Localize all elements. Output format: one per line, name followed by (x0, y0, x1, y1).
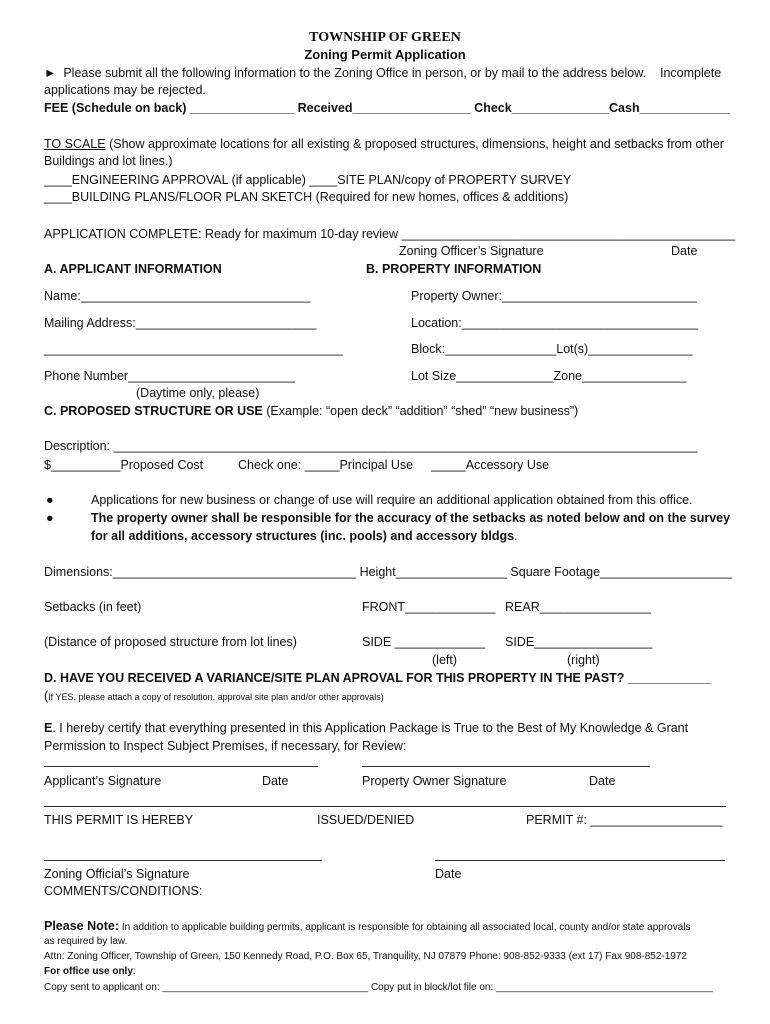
please-note-label: Please Note (44, 919, 115, 933)
intro-line-2: applications may be rejected. (44, 83, 206, 97)
description-field[interactable]: Description: ____________________________________________________________________________________ (44, 439, 698, 453)
intro-line-1: ► Please submit all the following information to the Zoning Office in person, or by mail to the address below. (44, 66, 647, 80)
to-scale-line-1: TO SCALE (Show approximate locations for all existing & proposed structures, dimensions, height and setbacks from other (44, 137, 724, 151)
daytime-note: (Daytime only, please) (136, 386, 260, 400)
owner-date-label: Date (589, 774, 616, 788)
setbacks-label: Setbacks (in feet) (44, 600, 142, 614)
applicant-name-field[interactable]: Name:_________________________________ (44, 289, 311, 303)
official-signature-line[interactable] (44, 860, 322, 861)
side-left-setback-field[interactable]: SIDE _____________ (362, 635, 486, 649)
official-signature-label: Zoning Official’s Signature (44, 867, 190, 881)
principal-use-field[interactable]: Check one: _____Principal Use (238, 458, 414, 472)
building-plans-line[interactable]: ____BUILDING PLANS/FLOOR PLAN SKETCH (Required for new homes, offices & additions) (44, 190, 569, 204)
location-field[interactable]: Location:__________________________________ (411, 316, 699, 330)
owner-signature-line[interactable] (362, 766, 650, 767)
right-label: (right) (567, 653, 600, 667)
lot-size-zone-field[interactable]: Lot Size______________Zone_______________ (411, 369, 687, 383)
form-title: Zoning Permit Application (304, 47, 466, 62)
distance-note: (Distance of proposed structure from lot lines) (44, 635, 297, 649)
phone-number-field[interactable]: Phone Number________________________ (44, 369, 295, 383)
attn-address: Attn: Zoning Officer, Township of Green, 150 Kennedy Road, P.O. Box 65, Tranquility, NJ 07879 Phone: 908-852-9333 (ext 17) Fax 908-852-1972 (44, 951, 687, 962)
office-use-label: For office use only: (44, 966, 136, 977)
certify-line-1: E. I hereby certify that everything presented in this Application Package is True to the Best of My Knowledge & Grant (44, 721, 689, 735)
mailing-address-field[interactable]: Mailing Address:__________________________ (44, 316, 317, 330)
copy-sent-line[interactable]: Copy sent to applicant on: _____________________________________ Copy put in block/lot file on: _______________________________________ (44, 982, 713, 993)
official-date-label: Date (435, 867, 462, 881)
to-scale-label: TO SCALE (44, 137, 106, 151)
side-right-setback-field[interactable]: SIDE_________________ (505, 635, 653, 649)
dimensions-line[interactable]: Dimensions:___________________________________ Height________________ Square Footage___________________ (44, 565, 733, 579)
application-complete-line[interactable]: APPLICATION COMPLETE: Ready for maximum 10-day review ________________________________________________ (44, 227, 736, 241)
township-title: TOWNSHIP OF GREEN (309, 30, 461, 45)
variance-note-line: (If YES, please attach a copy of resolution, approval site plan and/or other approvals) (44, 689, 384, 703)
property-owner-field[interactable]: Property Owner:____________________________ (411, 289, 697, 303)
applicant-signature-label: Applicant’s Signature (44, 774, 162, 788)
proposed-structure-line: C. PROPOSED STRUCTURE OR USE (Example: “open deck” “addition” “shed” “new business”) (44, 404, 579, 418)
mailing-address-line-2[interactable]: ___________________________________________ (44, 342, 343, 356)
comments-label[interactable]: COMMENTS/CONDITIONS: (44, 884, 203, 898)
certify-line-2: Permission to Inspect Subject Premises, if necessary, for Review: (44, 739, 407, 753)
left-label: (left) (432, 653, 457, 667)
please-note-line: Please Note: In addition to applicable building permits, applicant is responsible for obtaining all associated local, county and/or state approvals (44, 919, 691, 933)
applicant-signature-line[interactable] (44, 766, 318, 767)
accessory-use-field[interactable]: _____Accessory Use (431, 458, 550, 472)
variance-note: If YES, please attach a copy of resolution, approval site plan and/or other approvals) (48, 692, 384, 702)
applicant-info-heading: A. APPLICANT INFORMATION (44, 262, 222, 276)
bullet-icon: ● (46, 493, 54, 507)
permit-hereby-label: THIS PERMIT IS HEREBY (44, 813, 194, 827)
applicant-date-label: Date (262, 774, 289, 788)
officer-date-label: Date (671, 244, 698, 258)
issued-denied-label[interactable]: ISSUED/DENIED (317, 813, 415, 827)
owner-responsibility-note-2: for all additions, accessory structures (inc. pools) and accessory bldgs. (91, 529, 518, 543)
arrow-icon: ► (44, 66, 57, 80)
proposed-cost-field[interactable]: $__________Proposed Cost (44, 458, 204, 472)
please-note-line-2: as required by law. (44, 936, 128, 947)
to-scale-line-2: Buildings and lot lines.) (44, 154, 173, 168)
incomplete-label: Incomplete (660, 66, 722, 80)
bullet-icon: ● (46, 511, 54, 525)
section-divider (44, 806, 726, 807)
owner-signature-label: Property Owner Signature (362, 774, 507, 788)
block-lot-field[interactable]: Block:________________Lot(s)_______________ (411, 342, 693, 356)
new-business-note: Applications for new business or change of use will require an additional application obtained from this office. (91, 493, 693, 507)
front-setback-field[interactable]: FRONT_____________ (362, 600, 496, 614)
permit-number-field[interactable]: PERMIT #: ___________________ (526, 813, 723, 827)
fee-line[interactable]: FEE (Schedule on back) _______________ Received_________________ Check______________Cash_____________ (44, 101, 730, 115)
rear-setback-field[interactable]: REAR________________ (505, 600, 651, 614)
proposed-structure-heading: C. PROPOSED STRUCTURE OR USE (44, 404, 263, 418)
official-date-line[interactable] (435, 860, 725, 861)
engineering-approval-line[interactable]: ____ENGINEERING APPROVAL (if applicable) ____SITE PLAN/copy of PROPERTY SURVEY (44, 173, 572, 187)
officer-signature-label: Zoning Officer’s Signature (399, 244, 544, 258)
owner-responsibility-note-1: The property owner shall be responsible for the accuracy of the setbacks as noted below and on the survey (91, 511, 731, 525)
property-info-heading: B. PROPERTY INFORMATION (366, 262, 542, 276)
variance-question[interactable]: D. HAVE YOU RECEIVED A VARIANCE/SITE PLAN APROVAL FOR THIS PROPERTY IN THE PAST? ____________ (44, 671, 712, 685)
